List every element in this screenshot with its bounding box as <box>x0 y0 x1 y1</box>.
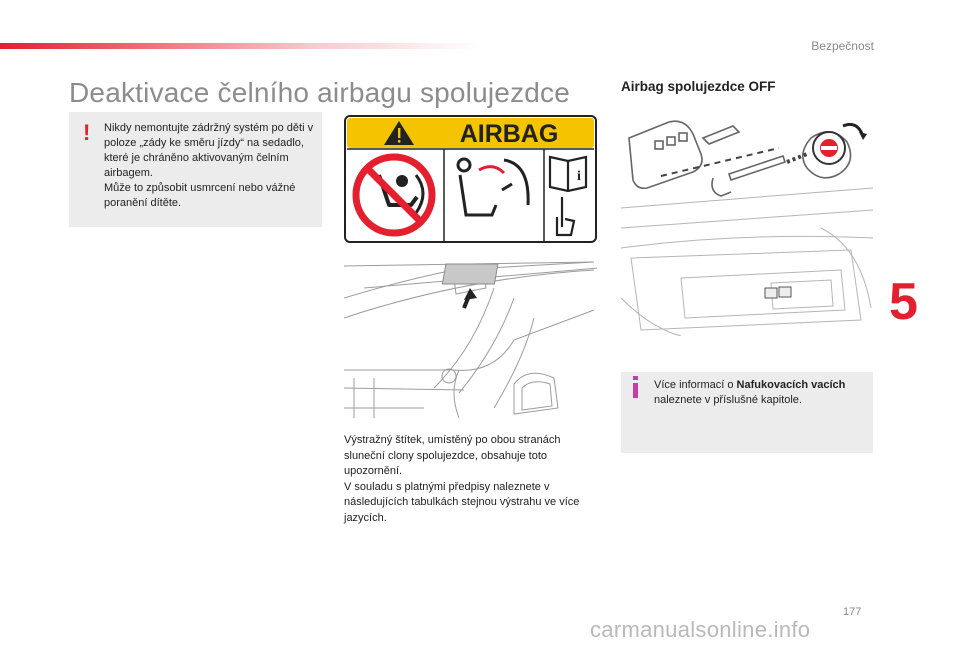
chapter-number: 5 <box>889 273 918 331</box>
airbag-warning-label <box>344 115 597 243</box>
airbag-key-switch-illustration <box>621 108 873 336</box>
info-suffix: naleznete v příslušné kapitole. <box>654 394 802 406</box>
warning-box <box>69 112 322 227</box>
watermark: carmanualsonline.info <box>590 617 811 642</box>
exclamation-icon: ! <box>83 120 91 145</box>
section-label: Bezpečnost <box>811 39 874 53</box>
warning-label-patch <box>442 264 498 284</box>
page-title: Deaktivace čelního airbagu spolujezdce <box>69 77 571 108</box>
airbag-banner-text: AIRBAG <box>459 120 559 148</box>
warning-text <box>104 121 316 211</box>
no-rear-facing-seat-icon <box>356 157 432 233</box>
sun-visor-illustration <box>344 258 597 418</box>
info-bold: Nafukovacích vacích <box>736 379 846 391</box>
info-text <box>654 378 869 408</box>
switch-panel <box>765 287 791 298</box>
warning-line: Nikdy nemontujte zádržný systém po děti v poloze „zády ke směru jízdy“ na sedadlo, které je chráněno aktivovaným čelním airbagem. <box>104 122 314 179</box>
label-caption <box>344 433 599 526</box>
info-box <box>621 372 873 453</box>
svg-text:i: i <box>577 169 581 184</box>
warning-line: Může to způsobit usmrcení nebo vážné poranění dítěte. <box>104 182 296 209</box>
arrow-up-icon <box>464 288 477 308</box>
info-prefix: Více informací o <box>654 379 737 391</box>
caption-line: Výstražný štítek, umístěný po obou stranách sluneční clony spolujezdce, obsahuje toto upozornění. <box>344 434 561 477</box>
info-icon <box>632 376 639 398</box>
header-accent-bar <box>0 43 480 49</box>
page-number: 177 <box>843 606 862 618</box>
airbag-off-switch-icon <box>813 132 845 164</box>
section-heading: Airbag spolujezdce OFF <box>621 79 776 94</box>
caption-line: V souladu s platnými předpisy naleznete v následujících tabulkách stejnou výstrahu ve více jazycích. <box>344 480 580 524</box>
